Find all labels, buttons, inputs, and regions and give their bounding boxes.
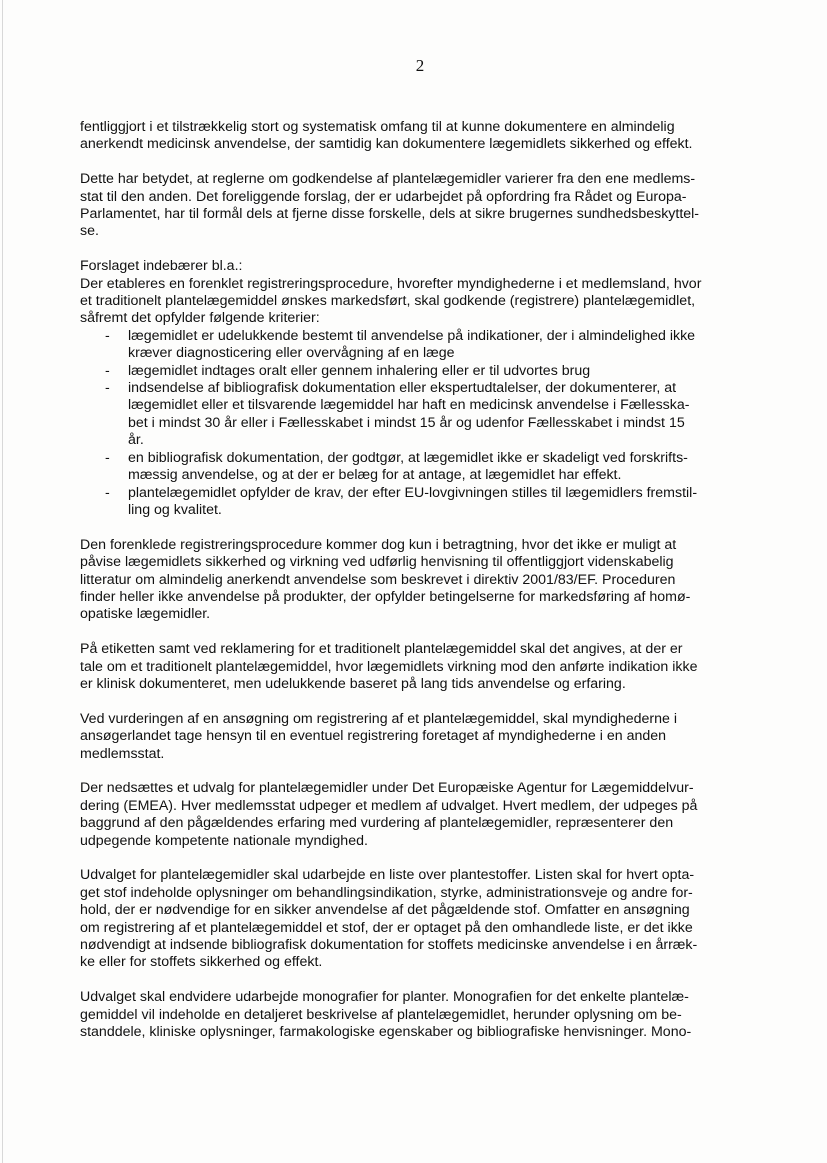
text-line: tale om et traditionelt plantelægemiddel, hvor lægemidlets virkning mod den anførte indikation ikke [80, 658, 698, 675]
scan-edge-line [2, 0, 3, 1163]
text-line: om registrering af et plantelægemiddel et stof, der er optaget på den omhandlede liste, er det ikke [80, 919, 693, 936]
text-line: Udvalget skal endvidere udarbejde monografier for planter. Monografien for det enkelte plantelæ- [80, 989, 689, 1006]
paragraph-p5 [80, 641, 752, 693]
text-line: Ved vurderingen af en ansøgning om registrering af et plantelægemiddel, skal myndighederne i [80, 710, 678, 727]
text-line: Udvalget for plantelægemidler skal udarbejde en liste over plantestoffer. Listen skal for hvert opta- [80, 867, 695, 884]
text-line: stat til den anden. Det foreliggende forslag, der er udarbejdet på opfordring fra Rådet og Europa- [80, 188, 687, 205]
criteria-item [80, 328, 752, 363]
criteria-item [80, 450, 752, 485]
text-line: - en bibliografisk dokumentation, der godtgør, at lægemidlet ikke er skadeligt ved forskrifts- [128, 449, 688, 466]
paragraph-p2 [80, 171, 752, 241]
paragraph-p8 [80, 867, 752, 971]
text-line: påvise lægemidlets sikkerhed og virkning ved udførlig henvisning til offentliggjort videnskabelig [80, 554, 674, 571]
text-line: mæssig anvendelse, og at der er belæg for at antage, at lægemidlet har effekt. [128, 467, 622, 484]
text-line: anerkendt medicinsk anvendelse, der samtidig kan dokumentere lægemidlets sikkerhed og effekt. [80, 136, 693, 153]
text-line: finder heller ikke anvendelse på produkter, der opfylder betingelserne for markedsføring af homø- [80, 588, 691, 605]
text-line: ansøgerlandet tage hensyn til en eventuel registrering foretaget af myndighederne i en anden [80, 728, 667, 745]
text-line: På etiketten samt ved reklamering for et traditionelt plantelægemiddel skal det angives, at der er [80, 641, 683, 658]
criteria-list [80, 328, 752, 519]
text-line: udpegende kompetente nationale myndighed. [80, 832, 368, 849]
text-line: ling og kvalitet. [128, 501, 222, 518]
text-line: Parlamentet, har til formål dels at fjerne disse forskelle, dels at sikre brugernes sundhedsbeskyttel- [80, 206, 700, 223]
text-line: standdele, kliniske oplysninger, farmakologiske egenskaber og bibliografiske henvisninger. Mono- [80, 1024, 692, 1040]
text-line: fentliggjort i et tilstrækkelig stort og systematisk omfang til at kunne dokumentere en almindelig [80, 119, 675, 135]
text-line: Der etableres en forenklet registreringsprocedure, hvorefter myndighederne i et medlemsland, hvor [80, 275, 702, 292]
text-line: se. [80, 223, 99, 240]
text-line: et traditionelt plantelægemiddel ønskes markedsført, skal godkende (registrere) plantelægemidlet, [80, 293, 696, 310]
text-line: lægemidlet eller et tilsvarende lægemiddel har haft en medicinsk anvendelse i Fællesska- [128, 397, 690, 414]
text-line: Dette har betydet, at reglerne om godkendelse af plantelægemidler varierer fra den ene medlems- [80, 171, 696, 188]
text-line: bet i mindst 30 år eller i Fællesskabet i mindst 15 år og udenfor Fællesskabet i mindst 15 [128, 414, 685, 431]
text-line: - lægemidlet er udelukkende bestemt til anvendelse på indikationer, der i almindelighed ikke [128, 327, 696, 344]
page-number: 2 [415, 56, 425, 75]
text-line: er klinisk dokumenteret, men udelukkende baseret på lang tids anvendelse og erfaring. [80, 675, 626, 692]
text-line: - indsendelse af bibliografisk dokumentation eller ekspertudtalelser, der dokumenterer, at [128, 380, 677, 397]
text-line: nødvendigt at indsende bibliografisk dokumentation for stoffets medicinske anvendelse i en årræk- [80, 936, 698, 953]
text-line: Der nedsættes et udvalg for plantelægemidler under Det Europæiske Agentur for Lægemiddelvur- [80, 780, 694, 797]
criteria-item [80, 485, 752, 520]
text-line: dering (EMEA). Hver medlemsstat udpeger et medlem af udvalget. Hvert medlem, der udpeges på [80, 797, 698, 814]
paragraph-p4 [80, 537, 752, 624]
text-line: - plantelægemidlet opfylder de krav, der efter EU-lovgivningen stilles til lægemidlers fremstil- [128, 484, 698, 501]
text-line: gemiddel vil indeholde en detaljeret beskrivelse af plantelægemidlet, herunder oplysning om be- [80, 1006, 682, 1023]
criteria-item [80, 380, 752, 450]
paragraph-p7 [80, 780, 752, 850]
text-line: Den forenklede registreringsprocedure kommer dog kun i betragtning, hvor det ikke er muligt at [80, 536, 677, 553]
text-line: ke eller for stoffets sikkerhed og effekt. [80, 954, 323, 971]
text-line: Forslaget indebærer bl.a.: [80, 258, 243, 275]
paragraph-p9 [80, 989, 752, 1041]
criteria-item [80, 363, 752, 380]
text-line: såfremt det opfylder følgende kriterier: [80, 310, 320, 327]
bottom-paragraphs [80, 537, 752, 1042]
text-line: get stof indeholde oplysninger om behandlingsindikation, styrke, administrationsveje og andre for- [80, 884, 693, 901]
text-line: hold, der er nødvendige for en sikker anvendelse af det pågældende stof. Omfatter en ansøgning [80, 902, 690, 919]
text-line: år. [128, 432, 144, 449]
text-line: medlemsstat. [80, 745, 165, 762]
text-line: kræver diagnosticering eller overvågning af en læge [128, 345, 455, 362]
text-line: litteratur om almindelig anerkendt anvendelse som beskrevet i direktiv 2001/83/EF. Proceduren [80, 571, 676, 588]
text-line: baggrund af den pågældendes erfaring med vurdering af plantelægemidler, repræsenterer den [80, 815, 674, 832]
paragraph-p3 [80, 258, 752, 328]
paragraph-p1 [80, 119, 752, 154]
text-line: - lægemidlet indtages oralt eller gennem inhalering eller er til udvortes brug [128, 362, 591, 379]
top-paragraphs [80, 119, 752, 328]
document-body [80, 119, 752, 1059]
text-line: opatiske lægemidler. [80, 606, 211, 623]
paragraph-p6 [80, 711, 752, 763]
